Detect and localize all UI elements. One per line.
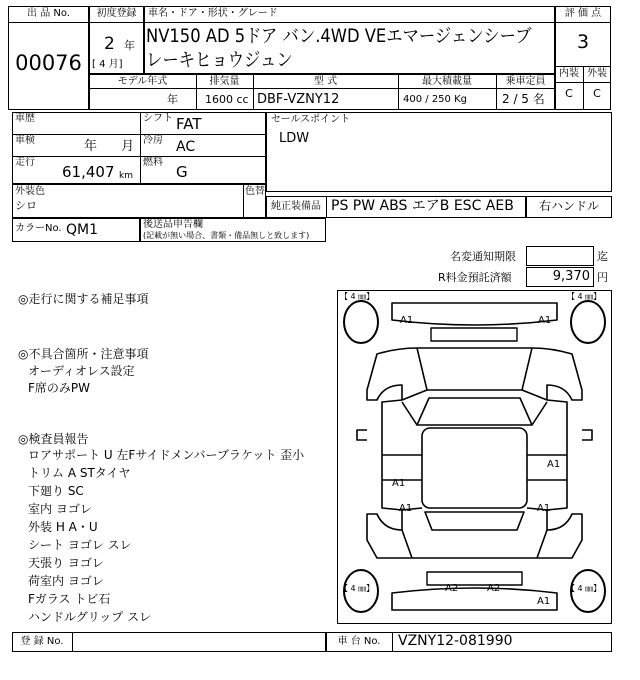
inspector-item: シート ヨゴレ スレ <box>28 538 132 552</box>
damage-mark: A1 <box>537 503 551 514</box>
inspector-item: 荷室内 ヨゴレ <box>28 574 104 588</box>
fuel-value: G <box>176 163 188 181</box>
lot-label-sep <box>8 22 89 23</box>
damage-mark: A1 <box>547 459 561 470</box>
color-no-label: カラーNo. <box>15 223 62 234</box>
registration-label: 登 録 No. <box>20 636 64 647</box>
equipment-value: PS PW ABS エアB ESC AEB <box>331 198 514 214</box>
inspection-value: 年 月 <box>84 139 135 154</box>
lot-label: 出 品 No. <box>27 8 70 19</box>
damage-mark: A1 <box>537 596 551 607</box>
rear-bumper <box>392 588 557 610</box>
color-no-value: QM1 <box>66 222 99 238</box>
details-left <box>12 112 266 184</box>
notice-field <box>526 246 594 266</box>
load-value: 400 / 250 Kg <box>403 94 467 105</box>
defect-item: F席のみPW <box>28 381 91 395</box>
mileage-value: 61,407 <box>62 163 115 181</box>
tire-tl-label: 【 4 ㎜】 <box>340 292 375 301</box>
damage-mark: A2 <box>445 583 459 594</box>
front-grille <box>431 328 517 341</box>
equipment-vsep <box>326 196 327 218</box>
car-name-sep <box>144 22 555 23</box>
mirror-left <box>357 430 367 440</box>
inspector-heading: ◎検査員報告 <box>18 432 89 446</box>
spec-sep <box>89 88 555 89</box>
displacement-value: 1600 cc <box>205 93 249 106</box>
first-reg-label: 初度登録 <box>96 8 137 19</box>
mirror-right <box>582 430 592 440</box>
chassis-label: 車 台 No. <box>337 636 381 647</box>
sales-point-value: LDW <box>279 131 310 146</box>
inspector-item: 外装 H A・U <box>28 520 98 534</box>
notice-label: 名変通知期限 <box>450 250 516 263</box>
car-name-line1: NV150 AD 5ドア バン.4WD VEエマージェンシーブ <box>146 25 532 47</box>
front-bumper <box>392 303 557 325</box>
first-reg-year-unit: 年 <box>124 39 135 52</box>
model-year-label: モデル年式 <box>117 76 168 87</box>
shift-value: FAT <box>176 115 202 133</box>
capacity-value: 2 / 5 名 <box>502 92 545 106</box>
exterior-color-box <box>12 184 266 218</box>
tire-front-left <box>344 301 378 343</box>
details-sep1 <box>12 134 266 135</box>
inspector-item: Fガラス トビ石 <box>28 592 111 606</box>
damage-mark: A1 <box>538 315 552 326</box>
score-label: 評 価 点 <box>564 8 602 19</box>
roof <box>422 428 527 508</box>
body-outline <box>367 348 582 558</box>
recycle-unit: 円 <box>597 271 608 284</box>
driving-heading: ◎走行に関する補足事項 <box>18 292 149 306</box>
exterior-color-label: 外装色 <box>15 186 45 197</box>
exterior-score: C <box>593 87 601 100</box>
mileage-unit: km <box>119 171 133 181</box>
equipment-label: 純正装備品 <box>271 201 321 212</box>
shift-label: シフト <box>143 113 173 124</box>
inspector-item: 天張り ヨゴレ <box>28 556 104 570</box>
recycle-value: 9,370 <box>552 269 590 284</box>
first-reg-sep <box>89 22 144 23</box>
load-label: 最大積載量 <box>422 76 472 87</box>
exterior-color-value: シロ <box>15 199 37 212</box>
aftermarket-label: 後送品申告欄 <box>143 219 203 230</box>
repaint-label: 色替 <box>245 186 265 197</box>
car-name-line2: レーキヒョウジュン <box>146 49 293 71</box>
type-label: 型 式 <box>313 76 338 87</box>
damage-mark: A2 <box>487 583 501 594</box>
type-value: DBF-VZNY12 <box>257 92 340 107</box>
score-sep1 <box>555 22 611 23</box>
fuel-label: 燃料 <box>143 157 163 168</box>
first-reg-month: [ 4 月] <box>92 59 123 70</box>
door-lines <box>382 455 567 480</box>
inspector-item: トリム A STタイヤ <box>28 466 131 480</box>
inspector-item: ロアサポート U 左Fサイドメンバーブラケット 歪小 <box>28 448 305 462</box>
capacity-label: 乗車定員 <box>505 76 546 87</box>
roof-pillars <box>402 402 547 510</box>
inspection-label: 車検 <box>15 135 35 146</box>
hood <box>417 348 532 390</box>
recycle-label: R料金預託済額 <box>438 271 512 284</box>
repaint-vsep <box>243 184 244 218</box>
car-damage-diagram <box>337 290 612 624</box>
ac-value: AC <box>176 139 196 155</box>
inspector-item: 室内 ヨゴレ <box>28 502 92 516</box>
chassis-value: VZNY12-081990 <box>398 633 513 649</box>
defects-heading: ◎不具合箇所・注意事項 <box>18 347 149 361</box>
tire-br-label: 【 4 ㎜】 <box>567 584 602 593</box>
inspector-item: ハンドルグリップ スレ <box>28 610 152 624</box>
tire-tr-label: 【 4 ㎜】 <box>567 292 602 301</box>
car-name-label: 車名・ドア・形状・グレード <box>148 8 278 19</box>
details-sep2 <box>12 156 266 157</box>
interior-score: C <box>565 87 573 100</box>
exterior-label: 外装 <box>587 68 607 79</box>
steering-value: 右ハンドル <box>538 199 599 213</box>
chassis-vsep <box>392 632 393 652</box>
score-value: 3 <box>576 31 590 53</box>
rear-window <box>425 512 524 530</box>
inspector-item: 下廻り SC <box>28 484 84 498</box>
aftermarket-note: (記載が無い場合、書類・備品無しと致します) <box>143 231 310 240</box>
damage-mark: A1 <box>399 503 413 514</box>
rear-gate <box>402 530 547 558</box>
defect-item: オーディオレス設定 <box>28 364 135 378</box>
registration-vsep <box>72 632 73 652</box>
interior-label: 内装 <box>559 68 579 79</box>
damage-mark: A1 <box>392 478 406 489</box>
sales-point-label: セールスポイント <box>271 114 351 125</box>
mileage-label: 走行 <box>15 157 35 168</box>
first-reg-year: 2 <box>104 34 115 54</box>
tire-front-right <box>571 301 605 343</box>
details-vsep <box>140 112 141 184</box>
displacement-label: 排気量 <box>209 76 240 87</box>
notice-unit: 迄 <box>597 250 608 263</box>
rear-panel <box>427 572 522 585</box>
model-year-unit: 年 <box>167 93 178 106</box>
damage-mark: A1 <box>400 315 414 326</box>
tire-bl-label: 【 4 ㎜】 <box>340 584 375 593</box>
lot-number: 00076 <box>15 51 82 75</box>
history-label: 車歴 <box>15 113 35 124</box>
windshield <box>417 398 532 425</box>
ac-label: 冷房 <box>143 135 163 146</box>
